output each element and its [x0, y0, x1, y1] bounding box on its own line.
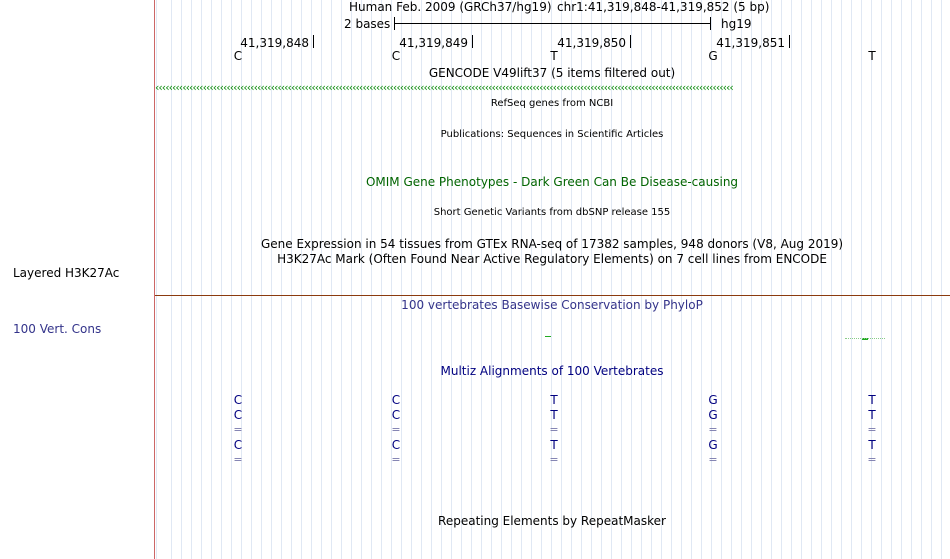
alignment-base: = — [708, 453, 718, 466]
gencode-track-title[interactable]: GENCODE V49lift37 (5 items filtered out) — [428, 66, 676, 80]
alignment-base: G — [708, 408, 718, 422]
conservation-track-title[interactable]: 100 vertebrates Basewise Conservation by PhyloP — [401, 298, 703, 312]
reference-base[interactable]: C — [233, 49, 243, 63]
reference-base[interactable]: G — [708, 49, 718, 63]
position-text: chr1:41,319,848-41,319,852 (5 bp) — [557, 0, 770, 14]
reference-base[interactable]: T — [550, 49, 558, 63]
alignment-base: = — [549, 453, 559, 466]
ruler-coordinate-label: 41,319,851 — [716, 36, 785, 50]
track-separator-line — [155, 295, 950, 296]
alignment-base: G — [708, 393, 718, 407]
alignment-base: C — [391, 408, 401, 422]
ruler-tick — [472, 35, 473, 48]
ruler-tick — [313, 35, 314, 48]
alignment-base: C — [391, 438, 401, 452]
repeatmasker-track-title[interactable]: Repeating Elements by RepeatMasker — [438, 514, 666, 528]
h3k27ac-track-label[interactable]: Layered H3K27Ac — [13, 266, 120, 280]
alignment-base: T — [550, 438, 558, 452]
multiz-track-title[interactable]: Multiz Alignments of 100 Vertebrates — [440, 364, 664, 378]
alignment-base: = — [708, 423, 718, 436]
ruler-coordinate-label: 41,319,849 — [399, 36, 468, 50]
alignment-base: T — [868, 408, 876, 422]
track-label-column — [0, 0, 154, 559]
ruler-tick — [630, 35, 631, 48]
alignment-base: T — [550, 393, 558, 407]
alignment-base: C — [391, 393, 401, 407]
alignment-base: = — [867, 423, 877, 436]
ruler-coordinate-label: 41,319,850 — [557, 36, 626, 50]
alignment-base: = — [233, 453, 243, 466]
alignment-base: = — [867, 453, 877, 466]
scale-bar-right-tick — [710, 17, 711, 30]
alignment-base: T — [868, 438, 876, 452]
alignment-base: G — [708, 438, 718, 452]
publications-track-title[interactable]: Publications: Sequences in Scientific Articles — [440, 129, 664, 140]
omim-track-title[interactable]: OMIM Gene Phenotypes - Dark Green Can Be Disease-causing — [365, 175, 739, 189]
alignment-base: C — [233, 393, 243, 407]
reference-base[interactable]: T — [868, 49, 876, 63]
gencode-gene-feature[interactable]: ‹‹‹‹‹‹‹‹‹‹‹‹‹‹‹‹‹‹‹‹‹‹‹‹‹‹‹‹‹‹‹‹‹‹‹‹‹‹‹‹‹‹‹‹‹‹‹‹‹‹‹‹‹‹‹‹‹‹‹‹‹‹‹‹‹‹‹‹‹‹‹‹‹‹‹‹‹‹‹‹‹‹‹‹‹‹‹‹‹‹‹‹‹‹‹‹‹‹‹‹‹‹‹‹‹‹‹‹‹‹‹‹‹‹‹‹‹‹‹‹‹‹‹‹‹‹‹‹‹‹‹‹‹‹‹‹‹‹‹‹‹‹‹‹‹‹‹‹‹‹‹‹‹‹‹‹‹‹‹‹‹‹‹‹‹‹‹‹‹‹ — [155, 82, 733, 94]
conservation-track-label[interactable]: 100 Vert. Cons — [13, 322, 102, 336]
assembly-text: Human Feb. 2009 (GRCh37/hg19) — [349, 0, 552, 14]
alignment-base: T — [868, 393, 876, 407]
reference-base[interactable]: C — [391, 49, 401, 63]
alignment-base: = — [233, 423, 243, 436]
conservation-baseline-dots — [845, 338, 885, 340]
gtex-track-title[interactable]: Gene Expression in 54 tissues from GTEx RNA-seq of 17382 samples, 948 donors (V8, Aug 2019) — [260, 237, 844, 251]
alignment-base: = — [391, 453, 401, 466]
h3k27ac-track-title[interactable]: H3K27Ac Mark (Often Found Near Active Regulatory Elements) on 7 cell lines from ENCODE — [277, 252, 827, 266]
refseq-track-title[interactable]: RefSeq genes from NCBI — [490, 98, 614, 109]
scale-assembly-label: hg19 — [721, 17, 752, 31]
track-display-area[interactable] — [155, 0, 950, 559]
conservation-score-mark — [545, 336, 551, 337]
alignment-base: = — [549, 423, 559, 436]
dbsnp-track-title[interactable]: Short Genetic Variants from dbSNP release 155 — [433, 207, 671, 218]
alignment-base: = — [391, 423, 401, 436]
scale-bar-text: 2 bases — [344, 17, 391, 31]
ruler-tick — [789, 35, 790, 48]
alignment-base: T — [550, 408, 558, 422]
ruler-coordinate-label: 41,319,848 — [240, 36, 309, 50]
alignment-base: C — [233, 408, 243, 422]
alignment-base: C — [233, 438, 243, 452]
scale-bar-line — [394, 23, 711, 24]
